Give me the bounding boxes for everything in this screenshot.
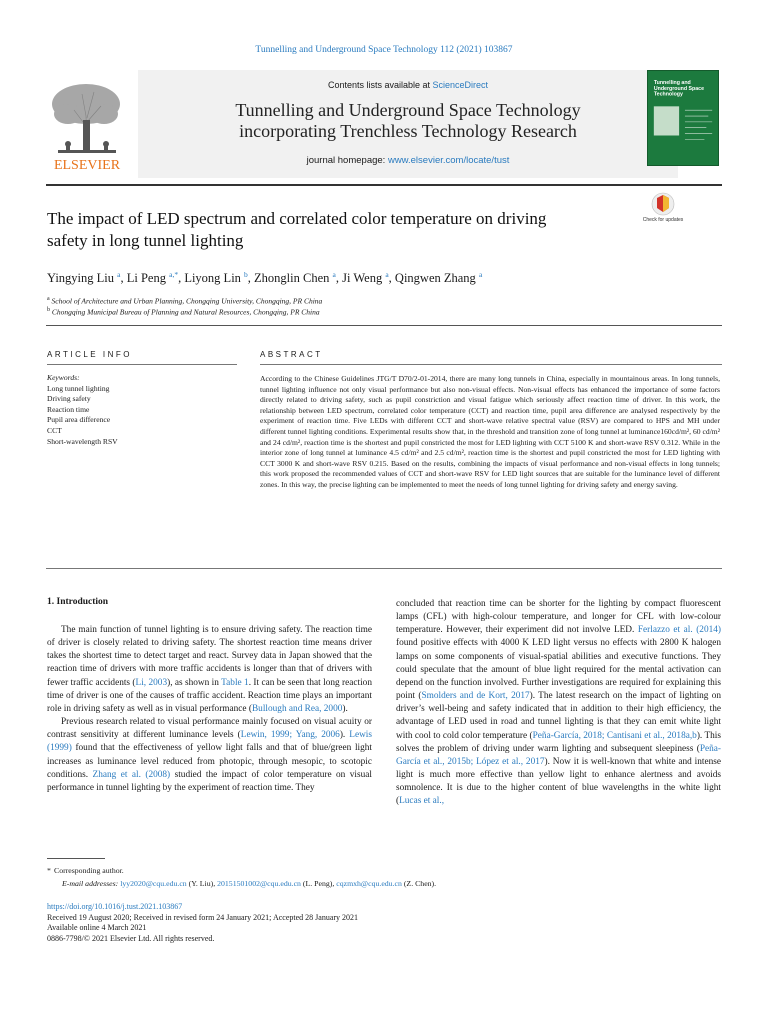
check-for-updates-badge[interactable]	[642, 192, 684, 230]
abstract-rule	[260, 364, 722, 365]
citation-link[interactable]: Lucas et al.,	[399, 796, 445, 807]
body-text: ).	[342, 703, 348, 714]
author-affiliation-mark[interactable]: a,*	[169, 270, 179, 279]
body-text: ), as shown in	[167, 677, 222, 688]
abstract-bottom-rule	[46, 568, 722, 569]
article-meta	[47, 902, 358, 944]
body-paragraph	[47, 624, 372, 716]
citation-link[interactable]: Smolders and de Kort, 2017	[421, 691, 530, 702]
body-text: Previous research related to visual performance mainly focused on visual acuity or contrast sensitivity at different luminance levels (	[47, 717, 372, 741]
body-text: ). The latest research on the impact of lighting on driver’s well-being and safety indicated that in addition to their high efficiency, the advantage of LED used in road and tunnel lighting is that they can emit white light with cool to cold color temperature (	[396, 691, 721, 741]
doi-link[interactable]: https://doi.org/10.1016/j.tust.2021.103867	[47, 902, 183, 911]
email-owner: (Z. Chen).	[401, 879, 437, 888]
keyword-item: CCT	[47, 425, 62, 435]
affiliation-a: $^a$ School of Architecture and Urban Planning, Chongqing University, Chongqing, PR China	[47, 296, 323, 306]
cover-title: Tunnelling and Underground Space Technology	[653, 79, 705, 98]
citation-link[interactable]: Zhang et al. (2008)	[92, 769, 171, 780]
citation-link[interactable]: Ferlazzo et al. (2014)	[637, 625, 721, 636]
affiliation-b: $^b$ Chongqing Municipal Bureau of Planning and Natural Resources, Chongqing, PR China	[47, 307, 320, 317]
author-affiliation-mark[interactable]: a	[117, 270, 121, 279]
citation-link[interactable]: Li, 2003	[135, 677, 168, 688]
body-text: found positive effects with 4000 K LED light versus no effects with 2800 K halogen lamps on some components of visual-spatial abilities and executive functions. They could speculate that the amount of blue light required for the mental activation can depend on the function involved. Further investigations are required for explaining this point (	[396, 638, 721, 702]
article-info-heading: ARTICLE INFO	[47, 350, 132, 359]
body-paragraph	[396, 598, 721, 809]
email-link[interactable]: lyy2020@cqu.edu.cn	[120, 879, 187, 888]
citation-link[interactable]: Lewis (1999)	[47, 730, 372, 754]
svg-text:Check for updates	[643, 217, 684, 223]
keywords-heading: Keywords:	[47, 373, 80, 382]
abstract-heading: ABSTRACT	[260, 350, 323, 359]
right-column	[396, 598, 721, 809]
keyword-item: Long tunnel lighting	[47, 383, 110, 393]
body-text: found that the effectiveness of yellow light falls and that of blue/green light increases as luminance level reduced from photopic, through mesopic, to scotopic conditions.	[47, 743, 372, 780]
journal-title: Tunnelling and Underground Space Technology incorporating Trenchless Technology Research	[235, 100, 581, 141]
author-list: Yingying Liu $^a$, Li Peng $^{a,*}$, Liyong Lin $^b$, Zhonglin Chen $^a$, Ji Weng $^a$, Qingwen Zhang $^a$	[47, 270, 483, 286]
author-affiliation-mark[interactable]: a	[385, 270, 389, 279]
author-affiliation-mark[interactable]: a	[478, 270, 483, 279]
homepage-link[interactable]: www.elsevier.com/locate/tust	[387, 155, 510, 166]
body-text: concluded that reaction time can be shorter for the lighting by compact fluorescent lamps (CFL) with high-colour temperature, and longer for CFL with low-colour temperature. However, their experiment did not involve LED.	[396, 599, 721, 636]
citation-link[interactable]: Peña-García et al., 2015b; López et al., 2017	[396, 743, 721, 767]
running-head[interactable]: Tunnelling and Underground Space Technology 112 (2021) 103867	[255, 45, 513, 55]
body-text: ).	[339, 730, 350, 741]
received-dates: Received 19 August 2020; Received in revised form 24 January 2021; Accepted 28 January 2021	[47, 912, 359, 922]
author-name[interactable]: Yingying Liu	[47, 271, 115, 286]
keyword-item: Short-wavelength RSV	[47, 436, 118, 446]
email-link[interactable]: cqzmxh@cqu.edu.cn	[336, 879, 402, 888]
publisher-name: ELSEVIER	[53, 158, 121, 173]
body-text: . It can be seen that long reaction time of driver is one of the causes of traffic accident. Reaction time plays an important role in driving safety as well as in visual performance (	[47, 677, 372, 714]
article-info-rule	[47, 364, 237, 365]
author-name[interactable]: Ji Weng	[342, 271, 383, 286]
citation-link[interactable]: Lewin, 1999; Yang, 2006	[240, 730, 340, 741]
keywords-block	[47, 373, 237, 447]
keyword-item: Reaction time	[47, 404, 90, 414]
available-online: Available online 4 March 2021	[47, 923, 147, 933]
author-rule	[46, 325, 722, 326]
email-owner: (L. Peng),	[300, 879, 337, 888]
author-name[interactable]: Li Peng	[126, 271, 166, 286]
check-updates-text: Check for updates	[642, 217, 684, 223]
author-name[interactable]: Liyong Lin	[184, 271, 241, 286]
body-text: ). This solves the problem of driving under warm lighting and subsequent sleepiness (	[396, 730, 721, 754]
keyword-item: Pupil area difference	[47, 415, 111, 425]
introduction-heading: 1. Introduction	[47, 597, 109, 607]
citation-link[interactable]: Table 1	[221, 677, 249, 688]
body-text: The main function of tunnel lighting is to ensure driving safety. The reaction time of driver is closely related to driving safety. The shortest reaction time means driver takes the shortest time to detect target and react. Survey data in Japan showed that the reaction time of drivers with more traffic accidents is longer than that of drivers with fewer traffic accidents (	[47, 625, 372, 688]
author-name[interactable]: Qingwen Zhang	[394, 271, 476, 286]
article-title: The impact of LED spectrum and correlated color temperature on driving safety in long tunnel lighting	[47, 209, 547, 250]
journal-homepage: journal homepage: www.elsevier.com/locate/tust	[306, 155, 510, 166]
sciencedirect-link[interactable]: ScienceDirect	[432, 80, 489, 90]
corresponding-author-note: Corresponding author.	[54, 866, 124, 875]
contents-line: Contents lists available at ScienceDirect	[327, 80, 489, 90]
left-column	[47, 624, 372, 795]
author-affiliation-mark[interactable]: a	[332, 270, 336, 279]
elsevier-tree-logo[interactable]	[46, 76, 128, 172]
body-text: ). Now it is well-known that white and intense light is much more effective than yellow light to enhance alertness and avoids somnolence. It is due to the higher content of blue wavelengths in the white light (	[396, 756, 721, 807]
banner-rule	[46, 184, 722, 186]
keyword-list	[47, 384, 237, 448]
keyword-item: Driving safety	[47, 394, 91, 404]
copyright: 0886-7798/© 2021 Elsevier Ltd. All rights reserved.	[47, 933, 215, 943]
email-owner: (Y. Liu),	[186, 879, 218, 888]
corresponding-mark: *	[47, 866, 51, 875]
email-link[interactable]: 20151501002@cqu.edu.cn	[217, 879, 301, 888]
footnote-rule	[47, 858, 105, 859]
author-name[interactable]: Zhonglin Chen	[254, 271, 330, 286]
email-addresses: E-mail addresses: lyy2020@cqu.edu.cn (Y. Liu), 20151501002@cqu.edu.cn (L. Peng), cqzmxh@cqu.edu.cn (Z. Chen).	[62, 879, 437, 888]
body-paragraph	[47, 716, 372, 795]
citation-link[interactable]: Bullough and Rea, 2000	[251, 703, 343, 714]
body-text: studied the impact of color temperature on visual performance in tunnel lighting by the experiment of reaction time. They	[47, 769, 372, 793]
abstract-text: According to the Chinese Guidelines JTG/T D70/2-01-2014, there are many long tunnels in China, especially in mountainous areas. In long tunnels, tunnel lighting influence not only visual performance but also non-visual effects. Non-visual effects has enhanced the importance of some factors directly related to driving safety, such as pupil constriction and visual fatigue which seriously affect reaction time of driver. In this work, the relationship between LED spectrum, correlated color temperature (CCT) and reaction time, pupil area difference are analysed respectively by the experiment of reaction time. Five LEDs with different CCT and short-wave relative spectral value (RSV) are compared to HPS and MH under different tunnel lighting conditions. Experimental results show that, in the threshold and transition zone of long tunnel at luminance160cd/m², 60 cd/m² and 24 cd/m², reaction time is the shortest and pupil constricted the most for LED lighting with CCT 5100 K and short-wave RSV 0.312. While in the interior zone of long tunnel at luminance 4.5 cd/m² and 2.5 cd/m², reaction time is the shortest and pupil constricted the most for LED lighting with CCT 3000 K and short-wave RSV 0.215. Based on the results, combining the impacts of visual performance and non-visual effects in long tunnels; this work proposed the recommended values of CCT and short-wave RSV for LED light sources that are suitable for the luminance level of different zones. In this way, the precise lighting can be implemented to meet the needs of long tunnel lighting for driving safety and energy saving.	[260, 374, 720, 489]
author-affiliation-mark[interactable]: b	[244, 270, 248, 279]
citation-link[interactable]: Peña-García, 2018; Cantisani et al., 2018a,b	[532, 730, 697, 741]
